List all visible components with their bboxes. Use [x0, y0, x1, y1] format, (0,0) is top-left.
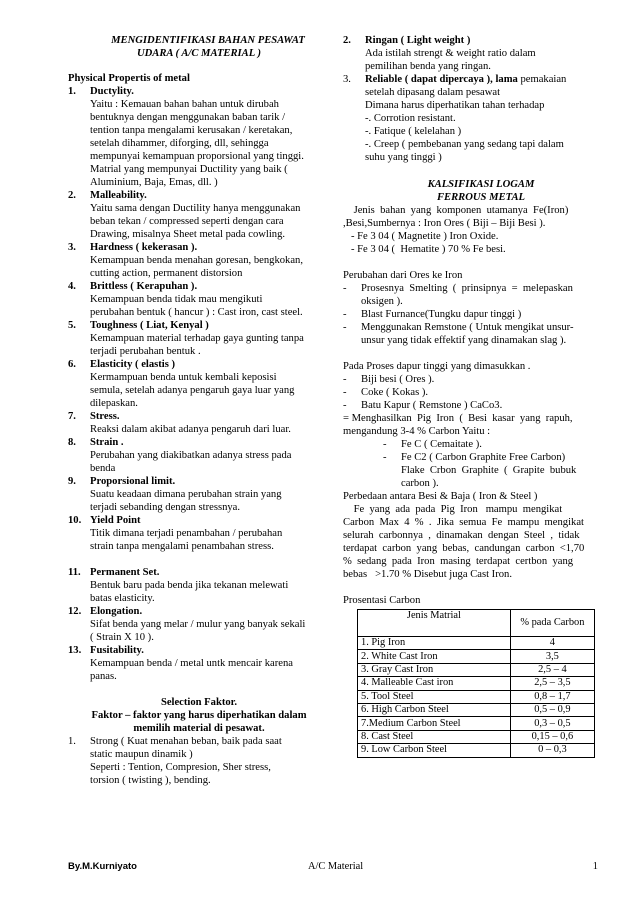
property-description-line: batas elasticity.	[90, 593, 155, 604]
proses-item-text: Coke ( Kokas ).	[361, 387, 429, 398]
property-item	[68, 475, 330, 514]
carbon-cell: 0 – 0,3	[510, 744, 594, 757]
property-description-line: tention tanpa mengalami kerusakan / keretakan,	[90, 125, 293, 136]
klasifikasi-title: KALSIFIKASI LOGAM	[427, 179, 535, 190]
property-name: Ductylity.	[90, 86, 134, 97]
property-description-line: Drawing, misalnya Sheet metal pada cowling.	[90, 229, 286, 240]
property-description-line: setelah dihammer, diforging, dll, sehingga	[90, 138, 269, 149]
strong-description-line: Seperti : Tention, Compresion, Sher stress,	[90, 762, 271, 773]
material-cell: 8. Cast Steel	[358, 730, 511, 743]
item-number: 2.	[68, 190, 76, 201]
document-title-line1: MENGIDENTIFIKASI BAHAN PESAWAT	[111, 35, 305, 46]
selection-subtitle-line1: Faktor – faktor yang harus diperhatikan dalam	[91, 710, 307, 721]
perbedaan-line: bebas >1.70 % Disebut juga Cast Iron.	[343, 569, 512, 580]
carbon-table	[357, 609, 595, 758]
material-cell: 5. Tool Steel	[358, 690, 511, 703]
property-description-line: Titik dimana terjadi penambahan / perubahan	[90, 528, 283, 539]
carbon-cell: 2,5 – 3,5	[510, 677, 594, 690]
table-row	[358, 703, 595, 716]
carbon-cell: 0,8 – 1,7	[510, 690, 594, 703]
perbedaan-line: Fe yang ada pada Pig Iron mampu mengikat	[343, 504, 563, 515]
prosentasi-title: Prosentasi Carbon	[343, 595, 421, 606]
property-list	[68, 85, 330, 683]
property-description-line: Reaksi dalam akibat adanya pengaruh dari luar.	[90, 424, 291, 435]
property-name: Elongation.	[90, 606, 143, 617]
proses-title: Pada Proses dapur tinggi yang dimasukkan .	[343, 361, 531, 372]
ringan-description-line: pemilihan benda yang ringan.	[365, 61, 491, 72]
smelting-item	[343, 321, 595, 347]
ferrous-description-line: - Fe 3 04 ( Magnetite ) Iron Oxide.	[343, 231, 499, 242]
selection-item-ringan	[343, 34, 595, 73]
material-cell: 9. Low Carbon Steel	[358, 744, 511, 757]
property-name: Hardness ( kekerasan ).	[90, 242, 198, 253]
reliable-description-line: Dimana harus diperhatikan tahan terhadap	[365, 100, 545, 111]
property-item	[68, 410, 330, 436]
property-description-line: bentuknya dengan menggunakan baban tarik /	[90, 112, 286, 123]
menghasilkan-line: mengandung 3-4 % Carbon Yaitu :	[343, 426, 491, 437]
table-row	[358, 677, 595, 690]
property-name: Malleability.	[90, 190, 147, 201]
material-cell: 2. White Cast Iron	[358, 650, 511, 663]
table-row	[358, 717, 595, 730]
reliable-description-line: -. Creep ( pembebanan yang sedang tapi dalam	[365, 139, 564, 150]
table-row	[358, 690, 595, 703]
carbon-cell: 3,5	[510, 650, 594, 663]
item-number: 9.	[68, 476, 76, 487]
item-number: 8.	[68, 437, 76, 448]
item-number: 3.	[68, 242, 76, 253]
item-name: Reliable ( dapat dipercaya ), lama	[365, 74, 518, 85]
smelting-item	[343, 282, 595, 308]
strong-description-line: static maupun dinamik )	[90, 749, 193, 760]
smelting-line: oksigen ).	[361, 296, 403, 307]
property-description-line: perubahan bentuk ( hancur ) : Cast iron, cast steel.	[90, 307, 303, 318]
table-row	[358, 730, 595, 743]
property-description-line: mempunyai kemampuan proporsional yang tinggi.	[90, 151, 304, 162]
property-item	[68, 358, 330, 410]
property-name: Elasticity ( elastis )	[90, 359, 176, 370]
flake-line: Flake Crbon Graphite ( Grapite bubuk	[401, 465, 577, 476]
property-description-line: ( Strain X 10 ).	[90, 632, 154, 643]
property-name: Toughness ( Liat, Kenyal )	[90, 320, 209, 331]
item-number: 4.	[68, 281, 76, 292]
fe-c-text: Fe C ( Cemaitate ).	[401, 439, 482, 450]
perbedaan-line: % sedang pada Iron masing terdapat certbon yang	[343, 556, 574, 567]
reliable-description-line: -. Corrotion resistant.	[365, 113, 456, 124]
property-description-line: benda	[90, 463, 116, 474]
carbon-cell: 0,3 – 0,5	[510, 717, 594, 730]
table-row	[358, 663, 595, 676]
strong-description-line: Strong ( Kuat menahan beban, baik pada saat	[90, 736, 282, 747]
item-name: Ringan ( Light weight )	[365, 35, 471, 46]
document-title-line2: UDARA ( A/C MATERIAL )	[136, 48, 261, 59]
column-header-carbon: % pada Carbon	[510, 610, 594, 637]
property-description-line: Kemampuan material terhadap gaya gunting tanpa	[90, 333, 304, 344]
property-description-line: terjadi sebanding dengan stressnya.	[90, 502, 241, 513]
fe-c-item: - Fe C ( Cemaitate ).	[383, 439, 482, 450]
property-item	[68, 85, 330, 189]
ferrous-description-line: ,Besi,Sumbernya : Iron Ores ( Biji – Biji Besi ).	[343, 218, 546, 229]
ferrous-description-line: - Fe 3 04 ( Hematite ) 70 % Fe besi.	[343, 244, 506, 255]
item-number: 7.	[68, 411, 76, 422]
item-number: 10.	[68, 515, 82, 526]
carbon-cell: 2,5 – 4	[510, 663, 594, 676]
fe-c2-text: Fe C2 ( Carbon Graphite Free Carbon)	[401, 452, 566, 463]
property-item	[68, 280, 330, 319]
carbon-cell: 0,5 – 0,9	[510, 703, 594, 716]
bullet-dash: -	[343, 283, 347, 294]
property-item	[68, 241, 330, 280]
perbedaan-line: selurah carbonnya , dinamakan dengan Steel , tidak	[343, 530, 580, 541]
property-description-line: Kemampuan benda / metal untk mencair karena	[90, 658, 293, 669]
item-number: 3.	[343, 74, 351, 85]
footer-document-name: A/C Material	[308, 861, 364, 872]
property-description-line: Yaitu : Kemauan bahan bahan untuk dirubah	[90, 99, 279, 110]
material-cell: 3. Gray Cast Iron	[358, 663, 511, 676]
property-description-line: Perubahan yang diakibatkan adanya stress pada	[90, 450, 292, 461]
bullet-dash: -	[343, 309, 347, 320]
selection-item-reliable	[343, 73, 595, 164]
property-name: Fusitability.	[90, 645, 144, 656]
table-row	[358, 650, 595, 663]
property-description-line: Matrial yang mempunyai Ductility yang baik (	[90, 164, 288, 175]
item-number: 1.	[68, 86, 76, 97]
table-row	[358, 637, 595, 650]
smelting-line: unsur yang tidak effektif yang dinamakan slag ).	[361, 335, 567, 346]
property-description-line: Kemampuan benda tidak mau mengikuti	[90, 294, 263, 305]
property-description-line: Kemampuan benda menahan goresan, bengkokan,	[90, 255, 303, 266]
proses-item: - Batu Kapur ( Remstone ) CaCo3.	[343, 400, 503, 411]
property-item	[68, 189, 330, 241]
ringan-description-line: Ada istilah strengt & weight ratio dalam	[365, 48, 536, 59]
property-description-line: Suatu keadaan dimana perubahan strain yang	[90, 489, 282, 500]
section-heading: Physical Propertis of metal	[68, 73, 190, 84]
column-header-material: Jenis Matrial	[358, 610, 511, 637]
property-name: Permanent Set.	[90, 567, 160, 578]
flake-line: carbon ).	[401, 478, 439, 489]
property-item	[68, 644, 330, 683]
property-name: Stress.	[90, 411, 120, 422]
proses-item: - Biji besi ( Ores ).	[343, 374, 435, 385]
property-name: Brittless ( Kerapuhan ).	[90, 281, 198, 292]
table-row	[358, 744, 595, 757]
carbon-cell: 4	[510, 637, 594, 650]
perubahan-title: Perubahan dari Ores ke Iron	[343, 270, 463, 281]
property-description-line: terjadi perubahan bentuk .	[90, 346, 201, 357]
left-column	[68, 34, 330, 787]
property-item	[68, 436, 330, 475]
property-item	[68, 605, 330, 644]
property-item	[68, 566, 330, 605]
menghasilkan-line: = Menghasilkan Pig Iron ( Besi kasar yang rapuh,	[343, 413, 573, 424]
reliable-description-line: -. Fatique ( kelelahan )	[365, 126, 462, 137]
smelting-line: Menggunakan Remstone ( Untuk mengikat unsur-	[361, 322, 574, 333]
smelting-line: Blast Furnance(Tungku dapur tinggi )	[361, 309, 522, 320]
ferrous-description-line: Jenis bahan yang komponen utamanya Fe(Iron)	[343, 205, 569, 216]
table-header-row	[358, 610, 595, 637]
item-number: 5.	[68, 320, 76, 331]
smelting-line: Prosesnya Smelting ( prinsipnya = melepaskan	[361, 283, 573, 294]
item-number: 6.	[68, 359, 76, 370]
reliable-description-line: setelah dipasang dalam pesawat	[365, 87, 501, 98]
item-number: 2.	[343, 35, 351, 46]
property-item	[68, 319, 330, 358]
smelting-item	[343, 308, 595, 321]
material-cell: 6. High Carbon Steel	[358, 703, 511, 716]
carbon-cell: 0,15 – 0,6	[510, 730, 594, 743]
strong-description-line: torsion ( twisting ), bending.	[90, 775, 211, 786]
property-name: Proporsional limit.	[90, 476, 176, 487]
property-description-line: semula, setelah adanya pengaruh gaya luar yang	[90, 385, 295, 396]
item-number: 13.	[68, 645, 82, 656]
property-item	[68, 514, 330, 553]
right-column	[343, 34, 595, 758]
property-description-line: Bentuk baru pada benda jika tekanan melewati	[90, 580, 289, 591]
material-cell: 4. Malleable Cast iron	[358, 677, 511, 690]
item-number: 11.	[68, 567, 81, 578]
property-name: Yield Point	[90, 515, 141, 526]
property-description-line: cutting action, permanent distorsion	[90, 268, 243, 279]
proses-item-text: Biji besi ( Ores ).	[361, 374, 435, 385]
property-description-line: dilepaskan.	[90, 398, 138, 409]
perbedaan-line: terdapat carbon yang bebas, candungan carbon <1,70	[343, 543, 585, 554]
selection-subtitle-line2: memilih material di pesawat.	[133, 723, 265, 734]
item-number: 1.	[68, 736, 76, 747]
perbedaan-title: Perbedaan antara Besi & Baja ( Iron & Steel )	[343, 491, 538, 502]
selection-item-strong	[68, 735, 330, 787]
perbedaan-line: Carbon Max 4 % . Jika semua Fe mampu mengikat	[343, 517, 584, 528]
property-name: Strain .	[90, 437, 124, 448]
footer-author: By.M.Kurniyato	[68, 861, 137, 872]
property-description-line: Aluminium, Baja, Emas, dll. )	[90, 177, 218, 188]
property-description-line: Sifat benda yang melar / mulur yang banyak sekali	[90, 619, 306, 630]
ferrous-title: FERROUS METAL	[436, 192, 525, 203]
material-cell: 1. Pig Iron	[358, 637, 511, 650]
footer-page-number: 1	[592, 861, 598, 872]
property-description-line: Kermampuan benda untuk kembali keposisi	[90, 372, 277, 383]
selection-title: Selection Faktor.	[160, 697, 238, 708]
property-description-line: strain tanpa mengalami penambahan stress.	[90, 541, 274, 552]
material-cell: 7.Medium Carbon Steel	[358, 717, 511, 730]
item-number: 12.	[68, 606, 82, 617]
bullet-dash: -	[343, 322, 347, 333]
property-description-line: beban tekan / compressed seperti dengan cara	[90, 216, 284, 227]
property-description-line: Yaitu sama dengan Ductility hanya menggunakan	[90, 203, 301, 214]
item-name-tail: pemakaian	[517, 74, 567, 85]
fe-c2-item: - Fe C2 ( Carbon Graphite Free Carbon)	[383, 452, 566, 463]
proses-item-text: Batu Kapur ( Remstone ) CaCo3.	[361, 400, 503, 411]
property-description-line: panas.	[90, 671, 117, 682]
reliable-description-line: suhu yang tinggi )	[365, 152, 442, 163]
proses-item: - Coke ( Kokas ).	[343, 387, 429, 398]
